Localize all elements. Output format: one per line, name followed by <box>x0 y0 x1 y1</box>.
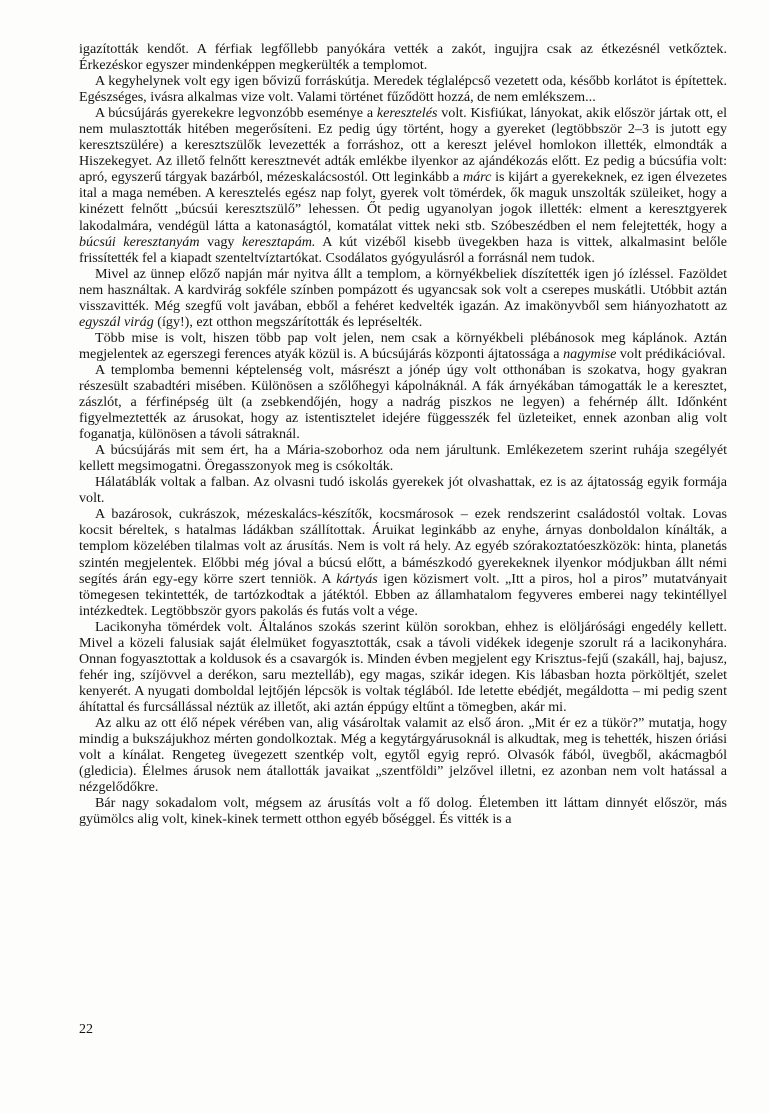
text-run: A templomba bemenni képtelenség volt, másrészt a jónép úgy volt otthonában is szokatva, hogy gyakran részesült szabadtéri misében. Különösen a szőlőhegyi kápolnáknál. A fák árnyékában támogatták le a keresztet, zászlót, a férfinépség ült (a zsebkendőjén, hogy a nadrág piszkos ne legyen) a fehérnép állt. Időnként figyelmeztették az árusokat, hogy az istentisztelet idejére függesszék fel üzleteiket, ennek azonban alig volt foganatja, különösen a távoli sátraknál. <box>79 361 727 443</box>
paragraph <box>79 266 727 330</box>
text-run: is kijárt a gyerekeknek, ez igen élvezetes ital a maga nemében. A keresztelés egész nap folyt, gyerek volt tömérdek, ők maguk unszolták szüleiket, hogy a kinézett felnőtt „búcsúi keresztszülő” lehessen. Őt pedig ugyanolyan jogok illették: elment a keresztgyerek lakodalmára, vendégül látta a katonaságtól, komatálat vittek neki stb. Szóbeszédben el nem felejtették, hogy a <box>79 169 728 234</box>
italic-term: márc <box>462 169 492 186</box>
paragraph <box>79 506 727 618</box>
text-run: A búcsújárás gyerekekre legvonzóbb eseménye a <box>95 105 377 122</box>
paragraph <box>79 105 727 265</box>
text-run: vagy <box>199 233 242 250</box>
text-run: Bár nagy sokadalom volt, mégsem az árusítás volt a fő dolog. Életemben itt láttam dinnyét először, más gyümölcs alig volt, kinek-kinek termett otthon egyéb bőséggel. És vitték is a <box>79 795 727 828</box>
text-run: volt. Kisfiúkat, lányokat, akik először jártak ott, el nem mulasztották hitében megerősíteni. Ez pedig úgy történt, hogy a gyereket (legtöbbször 2–3 is jutott egy keresztszülére) a keresztszülők levezették a forráshoz, ott a kereszt jelével homlokon illették, elmondták a Hiszekegyet. Az illető felnőtt keresztnevét adták emlékbe ilyenkor az ajándékozás előtt. Ez pedig a búcsúfia volt: apró, egyszerű tárgyak bazárból, mézeskalácsostól. Ott leginkább a <box>79 105 727 186</box>
italic-term: egyszál virág <box>79 313 154 330</box>
paragraph <box>79 619 727 715</box>
paragraph <box>79 715 727 795</box>
paragraph <box>79 474 727 506</box>
italic-term: keresztelés <box>376 105 438 122</box>
text-run: A kút vizéből kisebb üvegekben haza is vittek, alkalmasint belőle frissítették fel a kiapadt szenteltvíztartókat. Csodálatos gyógyulásról a forrásnál nem tudok. <box>79 233 727 266</box>
text-run: Több mise is volt, hiszen több pap volt jelen, nem csak a környékbeli plébánosok meg káplánok. Aztán megjelentek az egerszegi ferences atyák közül is. A búcsújárás központi ájtatossága a <box>79 329 727 362</box>
paragraph <box>79 362 727 442</box>
text-run: Mivel az ünnep előző napján már nyitva állt a templom, a környékbeliek díszítették igen jó ízléssel. Fazöldet nem használtak. A kardvirág sokféle színben pompázott és ugyancsak sok volt a cserepes muskátli. Utóbbit aztán visszavitték. Még szegfű volt javában, ebből a fehéret kedvelték igazán. Az imakönyvből sem hiányozhatott az <box>79 265 727 314</box>
paragraph <box>79 41 727 73</box>
text-run: igen közismert volt. „Itt a piros, hol a piros” mutatványait tömegesen tekintették, de tartózkodtak a játéktól. Ebben az államhatalom fegyveres emberei nagy tekintéllyel intézkedtek. Legtöbbször gyors pakolás és futás volt a vége. <box>79 570 727 619</box>
italic-term: kártyás <box>336 570 378 587</box>
text-run: Hálatáblák voltak a falban. Az olvasni tudó iskolás gyerekek jót olvashattak, ez is az ájtatosság egyik formája volt. <box>79 474 727 507</box>
italic-term: nagymise <box>563 345 617 362</box>
text-run: A búcsújárás mit sem ért, ha a Mária-szoborhoz oda nem járultunk. Emlékezetem szerint ruhája szegélyét kellett megsimogatni. Öregasszonyok meg is csókolták. <box>79 442 727 475</box>
body-text <box>79 41 727 827</box>
paragraph <box>79 442 727 474</box>
italic-term: búcsúi keresztanyám <box>79 233 200 250</box>
text-run: Az alku az ott élő népek vérében van, alig vásároltak valamit az első áron. „Mit ér ez a tükör?” mutatja, hogy mindig a bukszájukhoz mérten gondolkoztak. Még a kegytárgyárusoknál is alkudtak, meg is tehették, hiszen óriási volt a kínálat. Rengeteg üvegezett szentkép volt, egytől egyig repró. Olvasók fából, üvegből, akácmagból (gledicia). Élelmes árusok nem átallották javaikat „szentföldi” jelzővel illetni, ez azonban nem volt hatással a nézgelődőkre. <box>79 714 727 796</box>
paragraph <box>79 795 727 827</box>
text-run: volt prédikációval. <box>616 345 726 362</box>
text-run: (így!), ezt otthon megszárították és lepréselték. <box>153 313 423 330</box>
text-run: A kegyhelynek volt egy igen bővizű forráskútja. Meredek téglalépcső vezetett oda, később korlátot is építettek. Egészséges, ivásra alkalmas vize volt. Valami történet fűződött hozzá, de nem emlékszem... <box>79 73 727 106</box>
page-number: 22 <box>79 1022 93 1037</box>
paragraph <box>79 330 727 362</box>
paragraph <box>79 73 727 105</box>
italic-term: keresztapám. <box>242 233 316 250</box>
text-run: A bazárosok, cukrászok, mézeskalács-készítők, kocsmárosok – ezek rendszerint családostól voltak. Lovas kocsit béreltek, s hatalmas ládákban szállítottak. Áruikat leginkább az enyhe, árnyas donboldalon kínálták, a templom közelében tilalmas volt az árusítás. Nem is volt rá hely. Az egyéb szórakoztatóeszközök: hinta, planetás szintén megjelentek. Előbbi még jóval a búcsú előtt, a bámészkodó gyerekeknek ilyenkor módjukban állt némi segítés árán egy-egy körre szert tenniök. A <box>79 506 727 587</box>
text-run: igazították kendőt. A férfiak legfőllebb panyókára vették a zakót, ingujjra csak az étkezésnél vetkőztek. Érkezéskor egyszer mindenképpen megkerülték a templomot. <box>79 41 727 74</box>
text-run: Lacikonyha tömérdek volt. Általános szokás szerint külön sorokban, ehhez is elöljárósági engedély kellett. Mivel a közeli falusiak saját élelmüket fogyasztották, csak a távoli vidékek idegenje szorult rá a lacikonyhára. Onnan fogyasztottak a koldusok és a csavargók is. Minden évben megjelent egy Krisztus-fejű (szakáll, haj, bajusz, fehér ing, szíjövvel a derékon, saru meztelláb), egy magas, szikár idegen. Kis lábasban hozta pörköltjét, szelet kenyerét. A nyugati domboldal lejtőjén lépcsök is voltak téglából. Ide letette ebédjét, megáldotta – mi pedig szent áhítattal és furcsállással néztük az illetőt, aki aztán éppúgy eltűnt a tömegben, akár mi. <box>79 618 727 715</box>
